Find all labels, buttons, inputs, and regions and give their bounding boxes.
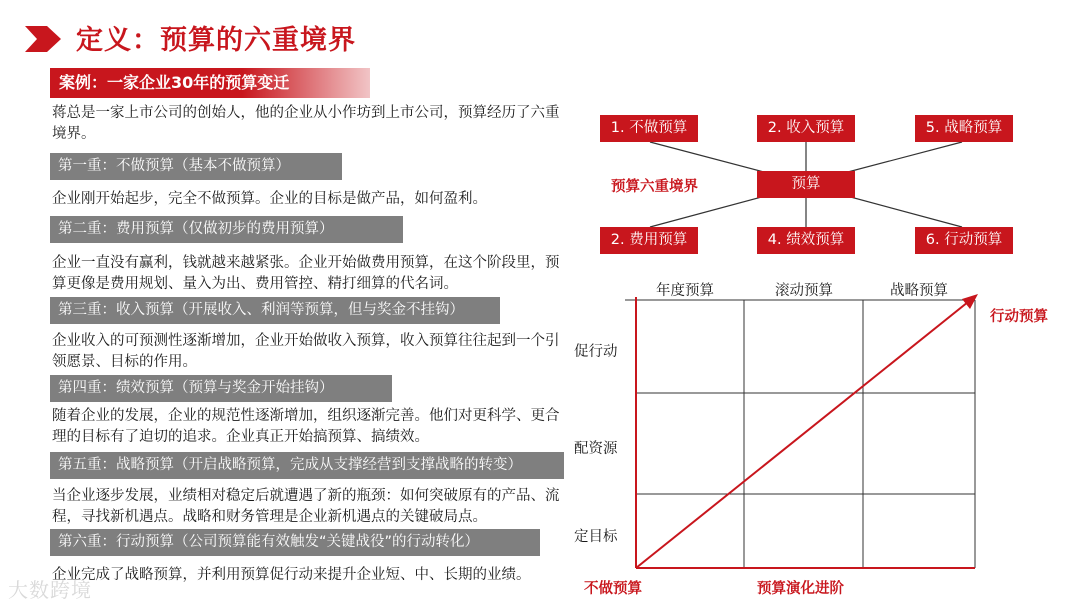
tree-node-performance-budget: 4. 绩效预算 bbox=[757, 227, 855, 254]
tree-side-label: 预算六重境界 bbox=[611, 179, 698, 195]
level-3-desc: 企业收入的可预测性逐渐增加，企业开始做收入预算，收入预算往往起到一个引领愿景、目标的作用。 bbox=[52, 333, 560, 370]
matrix-grid bbox=[625, 294, 978, 568]
level-5-heading: 第五重：战略预算（开启战略预算，完成从支撑经营到支撑战略的转变） bbox=[50, 452, 564, 479]
case-intro: 蒋总是一家上市公司的创始人，他的企业从小作坊到上市公司，预算经历了六重境界。 bbox=[52, 105, 560, 142]
tree-node-action-budget: 6. 行动预算 bbox=[915, 227, 1013, 254]
level-5-desc: 当企业逐步发展，业绩相对稳定后就遭遇了新的瓶颈：如何突破原有的产品、流程，寻找新机遇点。战略和财务管理是企业新机遇点的关键破局点。 bbox=[52, 488, 560, 525]
matrix-row-action: 促行动 bbox=[574, 344, 618, 360]
level-4-desc: 随着企业的发展，企业的规范性逐渐增加，组织逐渐完善。他们对更科学、更合理的目标有了迫切的追求。企业真正开始搞预算、搞绩效。 bbox=[52, 408, 560, 445]
page-title: 定义：预算的六重境界 bbox=[76, 25, 356, 56]
matrix-col-annual: 年度预算 bbox=[656, 283, 714, 299]
level-1-desc: 企业刚开始起步，完全不做预算。企业的目标是做产品，如何盈利。 bbox=[52, 191, 487, 207]
level-3-heading: 第三重：收入预算（开展收入、利润等预算，但与奖金不挂钩） bbox=[50, 297, 500, 324]
tree-node-center: 预算 bbox=[757, 171, 855, 198]
level-2-desc: 企业一直没有赢利，钱就越来越紧张。企业开始做费用预算，在这个阶段里，预算更像是费用规划、量入为出、费用管控、精打细算的代名词。 bbox=[52, 255, 560, 292]
matrix-origin-label: 不做预算 bbox=[584, 581, 642, 597]
level-4-heading: 第四重：绩效预算（预算与奖金开始挂钩） bbox=[50, 375, 392, 402]
matrix-col-rolling: 滚动预算 bbox=[775, 283, 833, 299]
level-1-heading: 第一重：不做预算（基本不做预算） bbox=[50, 153, 342, 180]
level-2-heading: 第二重：费用预算（仅做初步的费用预算） bbox=[50, 216, 403, 243]
matrix-arrow-label: 行动预算 bbox=[990, 309, 1048, 325]
matrix-col-strategic: 战略预算 bbox=[890, 283, 948, 299]
matrix-row-targets: 定目标 bbox=[574, 529, 618, 545]
level-6-heading: 第六重：行动预算（公司预算能有效触发“关键战役”的行动转化） bbox=[50, 529, 540, 556]
matrix-x-axis-label: 预算演化进阶 bbox=[757, 581, 844, 597]
tree-node-expense-budget: 2. 费用预算 bbox=[600, 227, 698, 254]
tree-node-no-budget: 1. 不做预算 bbox=[600, 115, 698, 142]
level-6-desc: 企业完成了战略预算，并利用预算促行动来提升企业短、中、长期的业绩。 bbox=[52, 567, 531, 583]
watermark: 大数跨境 bbox=[8, 578, 92, 602]
tree-node-revenue-budget: 2. 收入预算 bbox=[757, 115, 855, 142]
case-banner: 案例：一家企业30年的预算变迁 bbox=[50, 68, 370, 98]
matrix-row-resources: 配资源 bbox=[574, 441, 618, 457]
tree-node-strategy-budget: 5. 战略预算 bbox=[915, 115, 1013, 142]
